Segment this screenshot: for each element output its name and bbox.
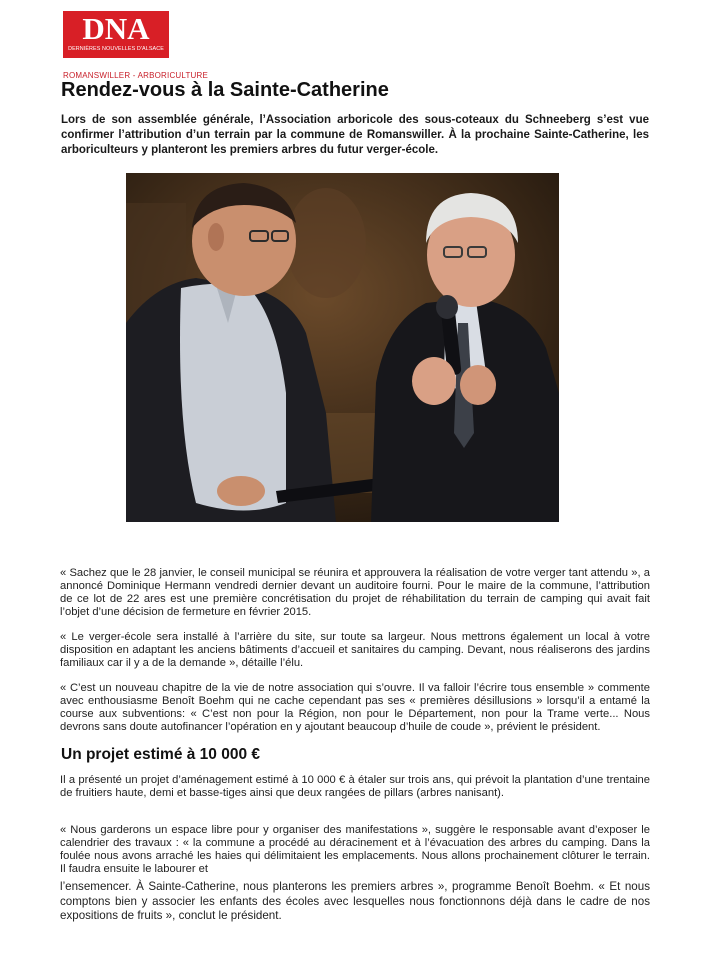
dna-logo: [63, 11, 169, 58]
article-subhead: Un projet estimé à 10 000 €: [61, 746, 261, 763]
paragraph-5: « Nous garderons un espace libre pour y organiser des manifestations », suggère le responsable avant d’exposer le calendrier des travaux : « la commune a procédé au déracinement et à l’évacuation des arbres du camping. Dans la foulée nous avons arraché les haies qui délimitaient les emplacements. Nous allons prochainement clôturer le terrain. Il faudra ensuite le labourer et: [60, 824, 650, 875]
paragraph-3: « C’est un nouveau chapitre de la vie de notre association qui s’ouvre. Il va falloir l’écrire tous ensemble » commente avec enthousiasme Benoît Boehm qui ne cache cependant pas ses « premières désillusions » lorsqu’il a entamé la course aux subventions: « C’est non pour la Région, non pour le Département, non pour la Trame verte... Nous devrons sans doute autofinancer l’opération en y ajoutant beaucoup d’huile de coude », prévient le président.: [60, 682, 650, 733]
photo-illustration: [126, 173, 559, 522]
logo-text: DNA: [82, 11, 150, 46]
paragraph-2: « Le verger-école sera installé à l’arrière du site, sur toute sa largeur. Nous mettrons également un local à votre disposition en adaptant les anciens bâtiments d’accueil et sanitaires du camping. Devant, nous réaliserons des jardins familiaux car il y a de la demande », détaille l’élu.: [60, 631, 650, 669]
article-headline: Rendez-vous à la Sainte-Catherine: [61, 79, 389, 101]
paragraph-6: l’ensemencer. À Sainte-Catherine, nous planterons les premiers arbres », programme Benoît Boehm. « Et nous comptons bien y associer les enfants des écoles avec lesquelles nous fonctionnons déjà dans le cadre de nos expositions de fruits », conclut le président.: [60, 880, 650, 922]
article-lead: Lors de son assemblée générale, l’Association arboricole des sous-coteaux du Schneeberg s’est vue confirmer l’attribution d’un terrain par la commune de Romanswiller. À la prochaine Sainte-Catherine, les arboriculteurs y planteront les premiers arbres du futur verger-école.: [61, 114, 649, 157]
paragraph-1: « Sachez que le 28 janvier, le conseil municipal se réunira et approuvera la réalisation de votre verger tant attendu », a annoncé Dominique Hermann vendredi dernier devant un auditoire fourni. Pour le maire de la commune, l’attribution de ce lot de 22 ares est une première concrétisation du projet de réhabilitation du terrain de camping qui avait fait l’objet d’une décision de fermeture en février 2015.: [60, 567, 650, 618]
paragraph-4: Il a présenté un projet d’aménagement estimé à 10 000 € à étaler sur trois ans, qui prévoit la plantation d’une trentaine de fruitiers haute, demi et basse-tiges ainsi que deux rangées de pillars (arbres nanisant).: [60, 774, 650, 799]
article-photo: [126, 173, 559, 522]
article-kicker: ROMANSWILLER - ARBORICULTURE: [63, 71, 209, 80]
logo-tagline: DERNIÈRES NOUVELLES D'ALSACE: [68, 46, 164, 52]
